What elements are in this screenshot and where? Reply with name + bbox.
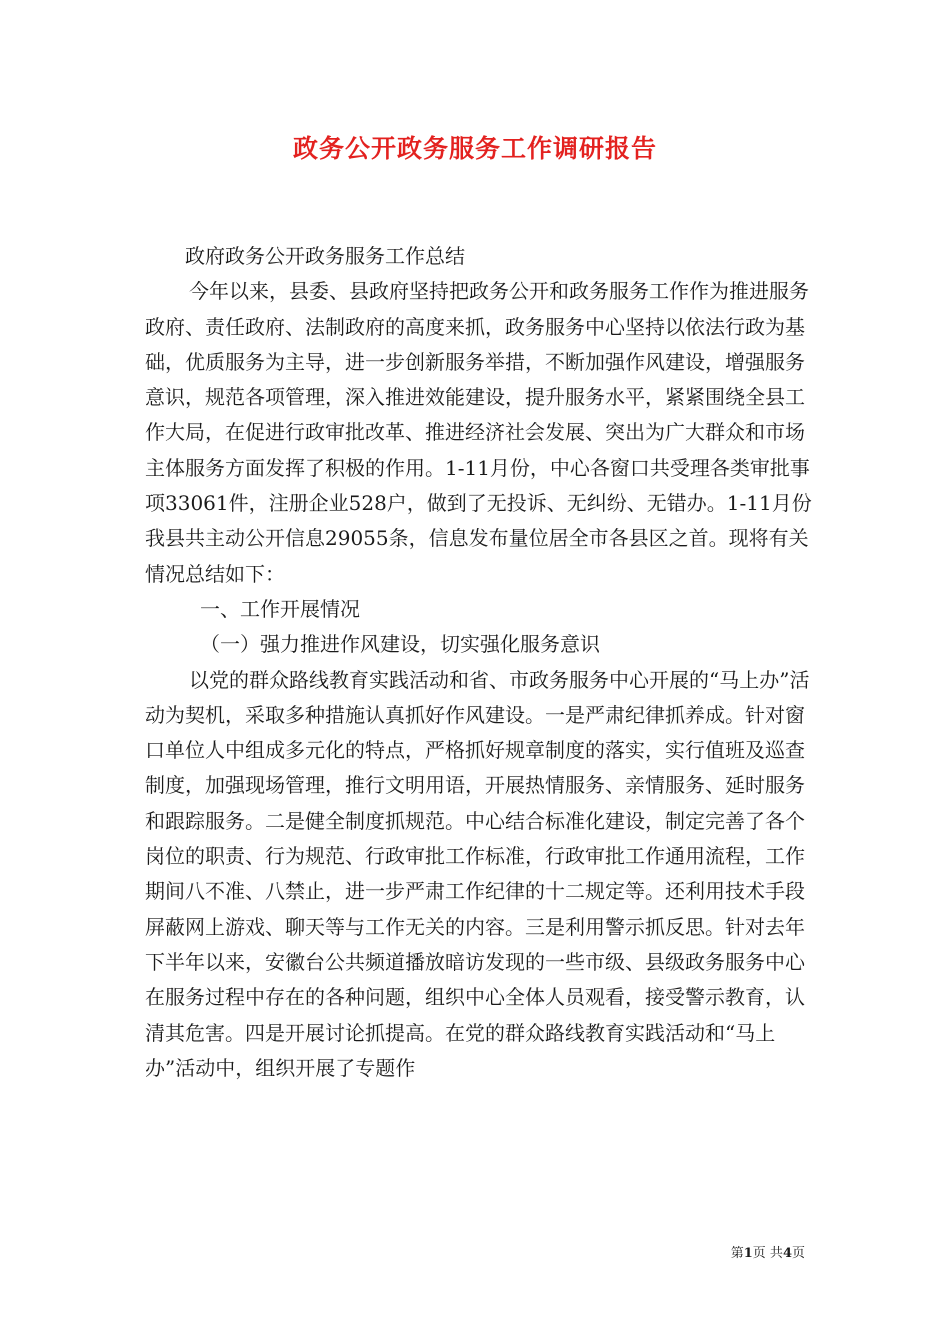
paragraph-body: 以党的群众路线教育实践活动和省、市政务服务中心开展的“马上办”活动为契机，采取多种措施认真抓好作风建设。一是严肃纪律抓养成。针对窗口单位人中组成多元化的特点，严格抓好规章制度的落实，实行值班及巡查制度，加强现场管理，推行文明用语，开展热情服务、亲情服务、延时服务和跟踪服务。二是健全制度抓规范。中心结合标准化建设，制定完善了各个岗位的职责、行为规范、行政审批工作标准，行政审批工作通用流程，工作期间八不准、八禁止，进一步严肃工作纪律的十二规定等。还利用技术手段屏蔽网上游戏、聊天等与工作无关的内容。三是利用警示抓反思。针对去年下半年以来，安徽台公共频道播放暗访发现的一些市级、县级政务服务中心在服务过程中存在的各种问题，组织中心全体人员观看，接受警示教育，认清其危害。四是开展讨论抓提高。在党的群众路线教育实践活动和“马上办”活动中，组织开展了专题作 [145, 667, 810, 1080]
footer-prefix: 第 [730, 1246, 744, 1261]
document-body [145, 239, 815, 1086]
paragraph-intro: 今年以来，县委、县政府坚持把政务公开和政务服务工作作为推进服务政府、责任政府、法制政府的高度来抓，政务服务中心坚持以依法行政为基础，优质服务为主导，进一步创新服务举措，不断加强作风建设，增强服务意识，规范各项管理，深入推进效能建设，提升服务水平，紧紧围绕全县工作大局，在促进行政审批改革、推进经济社会发展、突出为广大群众和市场主体服务方面发挥了积极的作用。1-11月份，中心各窗口共受理各类审批事项33061件，注册企业528户，做到了无投诉、无纠纷、无错办。1-11月份我县共主动公开信息29055条，信息发布量位居全市各县区之首。现将有关情况总结如下： [145, 279, 812, 586]
page-number-footer [731, 1244, 805, 1264]
footer-middle: 页 共 [752, 1246, 783, 1261]
section-heading: 一、工作开展情况 [200, 596, 360, 621]
subsection-heading: （一）强力推进作风建设，切实强化服务意识 [200, 632, 600, 657]
footer-total-pages: 4 [782, 1246, 792, 1261]
document-subtitle: 政府政务公开政务服务工作总结 [185, 244, 465, 268]
footer-suffix: 页 [791, 1246, 805, 1261]
footer-page-number: 1 [743, 1246, 753, 1261]
document-title: 政务公开政务服务工作调研报告 [292, 134, 657, 163]
